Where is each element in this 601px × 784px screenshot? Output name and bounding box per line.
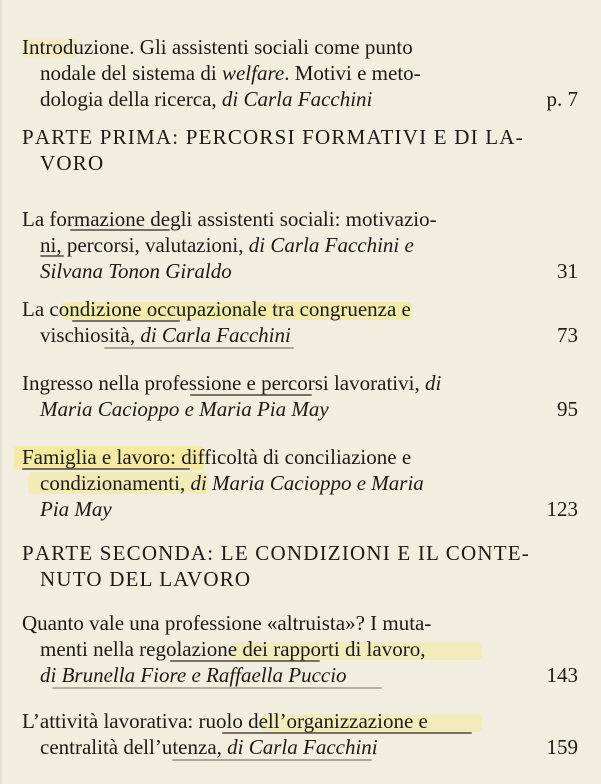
toc-entry-line: ni, percorsi, valutazioni, di Carla Facchini e [40, 233, 414, 257]
toc-entry-line: condizionamenti, di Maria Cacioppo e Maria [40, 471, 424, 495]
toc-entry-line: L’attività lavorativa: ruolo dell’organizzazione e [22, 709, 428, 733]
part-heading-seconda [22, 540, 578, 592]
part-heading-line: NUTO DEL LAVORO [40, 567, 252, 591]
toc-entry-line: menti nella regolazione dei rapporti di lavoro, [40, 637, 426, 661]
part-heading-line: PARTE SECONDA: LE CONDIZIONI E IL CONTE- [22, 541, 530, 565]
toc-entry-line: Maria Cacioppo e Maria Pia May 95 [40, 397, 578, 421]
toc-entry-line: Silvana Tonon Giraldo 31 [40, 259, 578, 283]
page-number: 95 [557, 397, 578, 421]
toc-entry-famiglia [22, 444, 578, 522]
toc-entry-line: vischiosità, di Carla Facchini 73 [40, 323, 578, 347]
toc-entry-line: Introduzione. Gli assistenti sociali come punto [22, 35, 413, 59]
toc-entry-line: Ingresso nella professione e percorsi lavorativi, di [22, 371, 442, 395]
page-number: 159 [546, 735, 578, 759]
page-number: 73 [557, 323, 578, 347]
toc-entry-quanto-vale [22, 610, 578, 688]
toc-entry-line: Famiglia e lavoro: difficoltà di conciliazione e [22, 445, 412, 469]
toc-entry-attivita [22, 708, 578, 760]
toc-entry-ingresso [22, 370, 578, 422]
page-number: 31 [557, 259, 578, 283]
toc-entry-line: La formazione degli assistenti sociali: motivazio- [22, 207, 437, 231]
page-edge-shadow [0, 0, 3, 784]
toc-entry-line: Quanto vale una professione «altruista»? I muta- [22, 611, 432, 635]
toc-entry-line: La condizione occupazionale tra congruenza e [22, 297, 411, 321]
toc-entry-introduzione [22, 34, 578, 112]
toc-entry-line: Pia May 123 [40, 497, 578, 521]
toc-entry-line: dologia della ricerca, di Carla Facchini p. 7 [40, 87, 578, 111]
part-heading-line: PARTE PRIMA: PERCORSI FORMATIVI E DI LA- [22, 125, 524, 149]
toc-entry-condizione [22, 296, 578, 348]
part-heading-line: VORO [40, 151, 105, 175]
page-number: 143 [546, 663, 578, 687]
page-number: 123 [546, 497, 578, 521]
toc-entry-formazione [22, 206, 578, 284]
toc-entry-line: nodale del sistema di welfare. Motivi e meto- [40, 61, 421, 85]
part-heading-prima [22, 124, 578, 176]
toc-entry-line: di Brunella Fiore e Raffaella Puccio 143 [40, 663, 578, 687]
page-number: p. 7 [546, 87, 578, 111]
toc-entry-line: centralità dell’utenza, di Carla Facchini 159 [40, 735, 578, 759]
